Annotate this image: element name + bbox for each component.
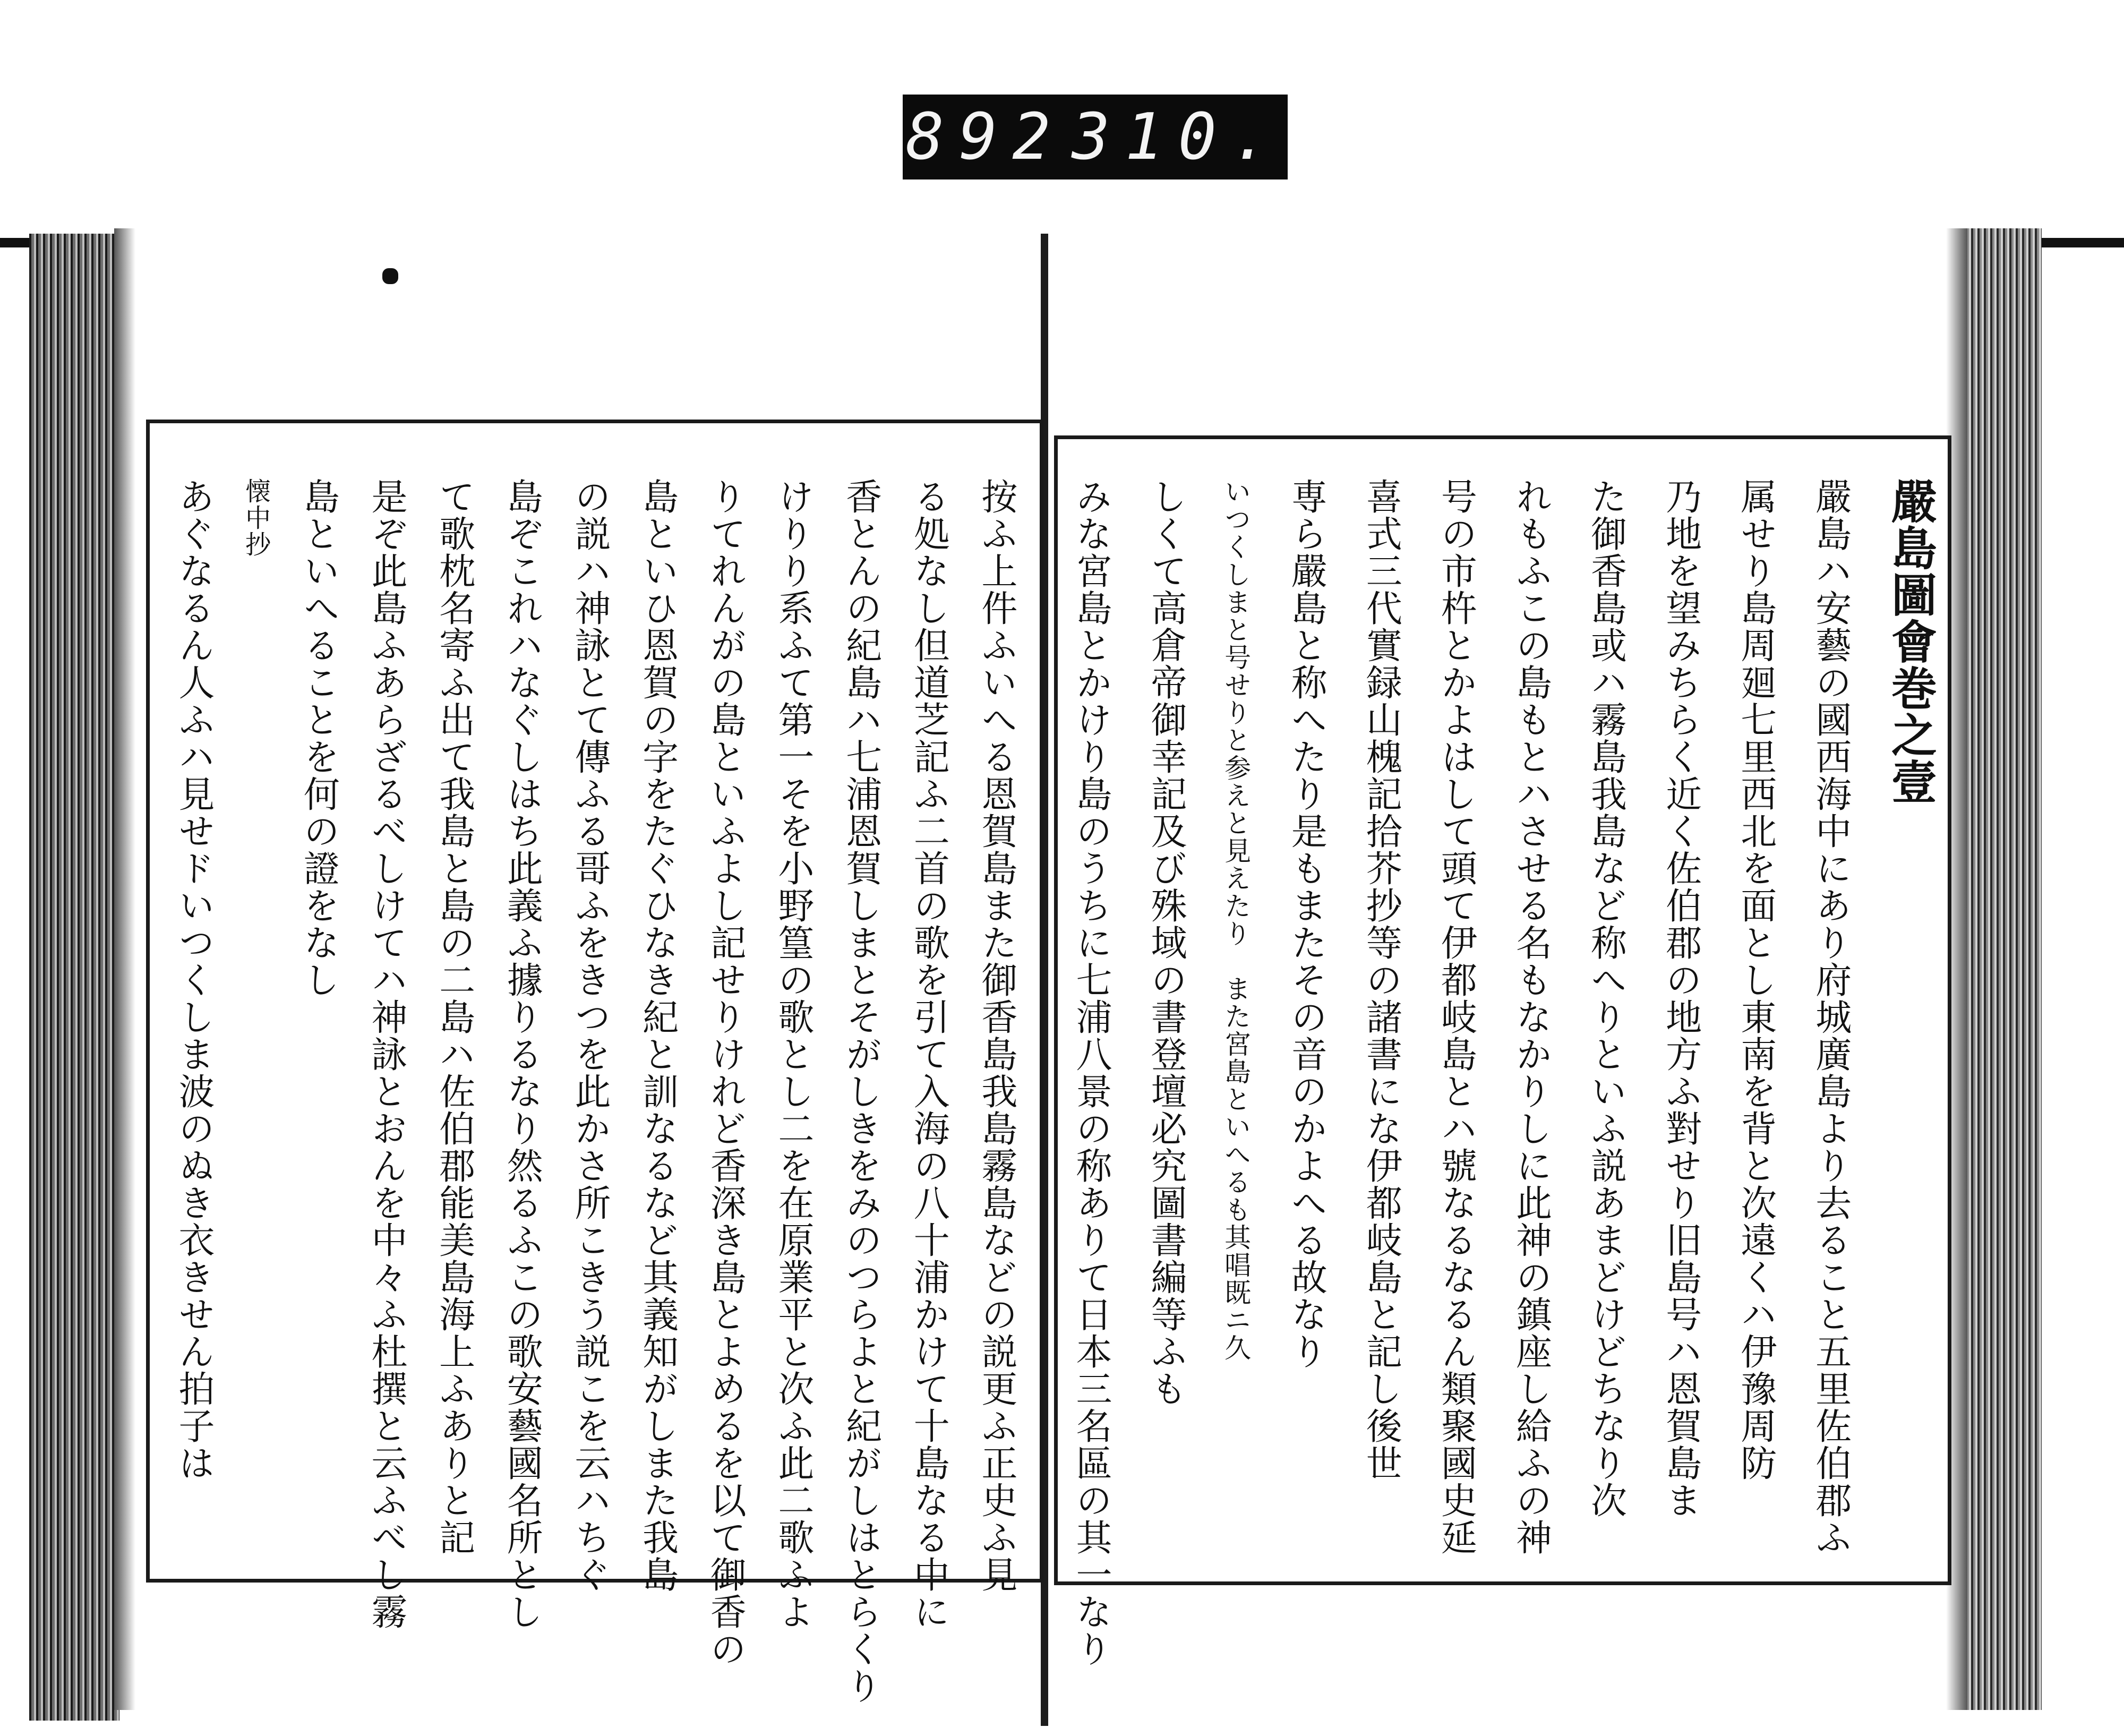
text-column: 是ぞ此島ふあらざるべしけてハ神詠とおんを中々ふ杜撰と云ふべし霧 xyxy=(365,478,407,1630)
poem-column: あぐなるん人ふハ見せドいつくしま波のぬき衣きせん拍子は xyxy=(173,478,215,1482)
chapter-title: 嚴島圖會巻之壹 xyxy=(1883,478,1937,805)
text-column: いつくしまと号せりと参えと見えたり また宮島といへるも其唱既ニ久 xyxy=(1220,478,1252,1362)
text-column: 専ら嚴島と称へたり是もまたその音のかよへる故なり xyxy=(1285,478,1328,1370)
text-column: 乃地を望みちらく近く佐伯郡の地方ふ對せり旧島号ハ恩賀島ま xyxy=(1659,478,1702,1519)
text-column: る処なし但道芝記ふ二首の歌を引て入海の八十浦かけて十島なる中に xyxy=(907,478,950,1630)
left-page-shadow xyxy=(114,228,135,1710)
text-column: て歌枕名寄ふ出て我島と島の二島ハ佐伯郡能美島海上ふありと記 xyxy=(433,478,475,1556)
ink-mark xyxy=(382,268,398,284)
source-heading: 懐中抄 xyxy=(241,478,271,558)
text-column: けりり系ふて第一そを小野篁の歌とし二を在原業平と次ふ此二歌ふよ xyxy=(772,478,814,1630)
text-column: 喜式三代實録山槐記拾芥抄等の諸書にな伊都岐島と記し後世 xyxy=(1360,478,1402,1482)
text-column: りてれんがの島といふよし記せりけれど香深き島とよめるを以て御香の xyxy=(704,478,747,1667)
text-column: 香とんの紀島ハ七浦恩賀しまとそがしきをみのつらよと紀がしはとらくり xyxy=(840,478,882,1705)
text-column: 属せり島周廻七里西北を面とし東南を背と次遠くハ伊豫周防 xyxy=(1734,478,1777,1482)
text-column: た御香島或ハ霧島我島など称へりといふ説あまどけどちなり次 xyxy=(1585,478,1627,1519)
text-column: しくて高倉帝御幸記及び殊域の書登壇必究圖書編等ふも xyxy=(1145,478,1187,1407)
text-column: 島といへることを何の證をなし xyxy=(297,478,340,998)
text-column: 島ぞこれハなぐしはち此義ふ據りるなり然るふこの歌安藝國名所とし xyxy=(501,478,543,1630)
archive-number-left: 892 xyxy=(905,100,1066,174)
archive-number-right: 310. xyxy=(1072,100,1285,174)
text-column: 島といひ恩賀の字をたぐひなき紀と訓なるなど其義知がしまた我島 xyxy=(636,478,679,1593)
text-column: 嚴島ハ安藝の國西海中にあり府城廣島より去ること五里佐伯郡ふ xyxy=(1809,478,1852,1556)
book-page-edges-left xyxy=(29,234,119,1721)
text-column: れもふこの島もとハさせる名もなかりしに此神の鎮座し給ふの神 xyxy=(1510,478,1552,1556)
text-column: の説ハ神詠とて傳ふる哥ふをきつを此かさ所こきう説こを云ハちぐ xyxy=(568,478,611,1593)
text-column: 号の市杵とかよはして頭て伊都岐島とハ號なるなるん類聚國史延 xyxy=(1435,478,1477,1556)
right-page-text xyxy=(1070,478,1937,1667)
text-column: 按ふ上件ふいへる恩賀島また御香島我島霧島などの説更ふ正史ふ見 xyxy=(975,478,1017,1593)
archive-number-tag xyxy=(903,95,1288,179)
text-column: みな宮島とかけり島のうちに七浦八景の称ありて日本三名區の其一なり xyxy=(1070,478,1112,1667)
left-page-text xyxy=(173,478,1017,1705)
book-page-edges-right xyxy=(1965,228,2042,1710)
